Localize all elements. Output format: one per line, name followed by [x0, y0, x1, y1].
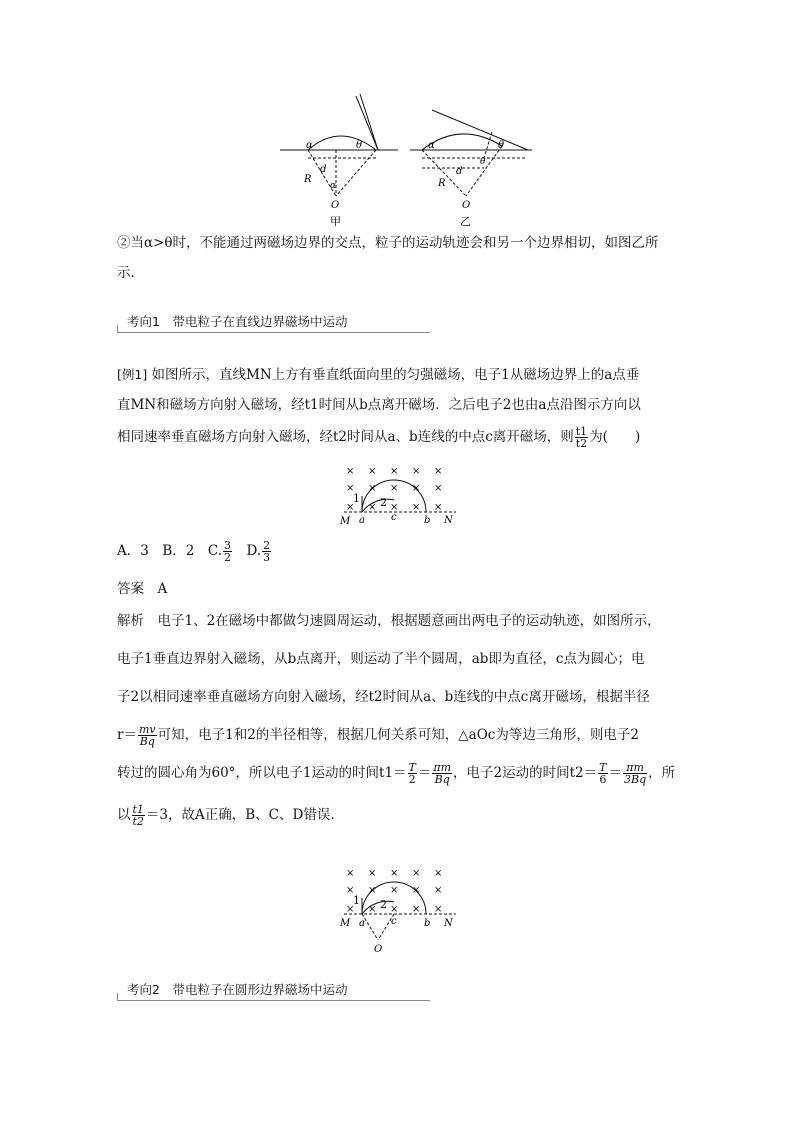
jia-caption: 甲 — [330, 215, 341, 228]
section-header-1 — [117, 312, 430, 333]
example-line1 — [117, 364, 639, 386]
jia-R: R — [304, 174, 312, 185]
figure-jia-yi — [270, 92, 540, 228]
fig1-M: M — [340, 516, 351, 527]
field-cross: × — [368, 502, 377, 513]
analysis-line2: 电子1垂直边界射入磁场，从b点离开，则运动了半个圆周，ab即为直径，c点为圆心；电 — [117, 651, 645, 667]
analysis-line4: r＝ $\frac{mv}{Bq}$ 可知，电子1和2的半径相等，根据几何关系可知，△aOc为等边三角形，则电子2 — [117, 723, 639, 748]
yi-theta: θ — [498, 140, 505, 151]
field-cross: × — [412, 483, 421, 494]
field-cross: × — [434, 904, 443, 915]
fig2-c: c — [391, 916, 397, 927]
example-line3: 相同速率垂直磁场方向射入磁场，经t2时间从a、b连线的中点c离开磁场，则 $\frac{t1}{t2}$ 为( ) — [117, 425, 641, 450]
jia-d: d — [320, 164, 327, 175]
field-cross: × — [434, 466, 443, 477]
example-line2: 直MN和磁场方向射入磁场，经t1时间从b点离开磁场．之后电子2也由a点沿图示方向以 — [117, 397, 641, 413]
field-cross: × — [368, 466, 377, 477]
yi-theta2: θ — [480, 157, 486, 167]
fig2-b: b — [424, 918, 431, 929]
field-cross: × — [346, 885, 355, 896]
radius-fraction: $\frac{mv}{Bq}$ — [138, 723, 156, 748]
fig1-a: a — [359, 515, 365, 526]
field-cross: × — [412, 904, 421, 915]
field-cross: × — [368, 868, 377, 879]
example-tag: [例1] — [117, 367, 148, 382]
jia-O: O — [331, 200, 340, 211]
yi-alpha: α — [428, 140, 435, 151]
options: A．3 B．2 C. $\frac{3}{2}$ D. $\frac{2}{3}$ — [117, 539, 271, 564]
example-fraction: $\frac{t1}{t2}$ — [575, 425, 588, 450]
fig2-M: M — [340, 918, 351, 929]
yi-caption: 乙 — [460, 215, 471, 228]
field-cross: × — [412, 868, 421, 879]
field-cross: × — [412, 885, 421, 896]
fig2-O: O — [374, 944, 383, 954]
analysis-line3: 子2以相同速率垂直磁场方向射入磁场，经t2时间从a、b连线的中点c离开磁场，根据半径 — [117, 689, 650, 705]
field-cross: × — [412, 466, 421, 477]
jia-theta: θ — [356, 140, 363, 151]
section-header-2 — [117, 980, 430, 1001]
field-cross: × — [390, 904, 399, 915]
field-cross: × — [390, 502, 399, 513]
fig1-b: b — [424, 515, 431, 526]
section-title-2: 考向2 带电粒子在圆形边界磁场中运动 — [127, 982, 348, 997]
section-title-1: 考向1 带电粒子在直线边界磁场中运动 — [127, 314, 348, 329]
fig1-label-2: 2 — [380, 496, 387, 509]
field-crosses — [346, 868, 442, 915]
field-cross: × — [368, 483, 377, 494]
fig2-label-1: 1 — [353, 894, 360, 907]
field-crosses — [346, 466, 442, 513]
field-cross: × — [390, 466, 399, 477]
case2-line2: 示. — [117, 265, 135, 281]
answer: 答案 A — [117, 581, 168, 597]
case2-line1: ②当α>θ时，不能通过两磁场边界的交点，粒子的运动轨迹会和另一个边界相切，如图乙所 — [117, 235, 659, 251]
analysis-line1: 解析 电子1、2在磁场中都做匀速圆周运动，根据题意画出两电子的运动轨迹，如图所示， — [117, 613, 661, 629]
field-cross: × — [368, 904, 377, 915]
field-cross: × — [390, 868, 399, 879]
fig2-a: a — [359, 918, 365, 929]
field-cross: × — [390, 483, 399, 494]
option-c-fraction: $\frac{3}{2}$ — [224, 539, 231, 564]
fig1-c: c — [391, 512, 397, 523]
field-cross: × — [346, 483, 355, 494]
field-cross: × — [412, 502, 421, 513]
field-cross: × — [346, 466, 355, 477]
analysis-line6: 以 $\frac{t1}{t2}$ ＝3，故A正确，B、C、D错误． — [117, 803, 344, 828]
field-cross: × — [434, 502, 443, 513]
figure-example1 — [336, 460, 462, 530]
field-cross: × — [346, 868, 355, 879]
figure-yi — [410, 110, 532, 196]
yi-R: R — [438, 178, 446, 189]
field-cross: × — [346, 904, 355, 915]
field-cross: × — [434, 885, 443, 896]
yi-O: O — [462, 200, 471, 211]
jia-alpha2: α — [330, 181, 337, 191]
field-cross: × — [390, 885, 399, 896]
field-cross: × — [434, 483, 443, 494]
figure-analysis — [336, 862, 462, 954]
analysis-line5: 转过的圆心角为60°，所以电子1运动的时间t1＝ $\frac{T}{2}$ ＝ $\frac{\pi m}{Bq}$ ，电子2运动的时间t2＝ $\frac{T}{6}$ ＝ $\frac{\pi m}{3Bq}$ ，所 — [117, 761, 676, 786]
field-cross: × — [346, 502, 355, 513]
fig1-N: N — [444, 515, 453, 526]
field-cross: × — [434, 868, 443, 879]
figure-jia — [280, 94, 398, 196]
fig1-label-1: 1 — [353, 492, 360, 505]
yi-d: d — [456, 166, 463, 177]
analysis-label: 解析 — [117, 613, 144, 629]
option-d-fraction: $\frac{2}{3}$ — [263, 539, 271, 564]
example-text1: 如图所示，直线MN上方有垂直纸面向里的匀强磁场，电子1从磁场边界上的a点垂 — [151, 367, 640, 383]
fig2-label-2: 2 — [380, 898, 387, 911]
field-cross: × — [368, 885, 377, 896]
jia-alpha: α — [306, 140, 313, 151]
fig2-N: N — [444, 918, 453, 929]
